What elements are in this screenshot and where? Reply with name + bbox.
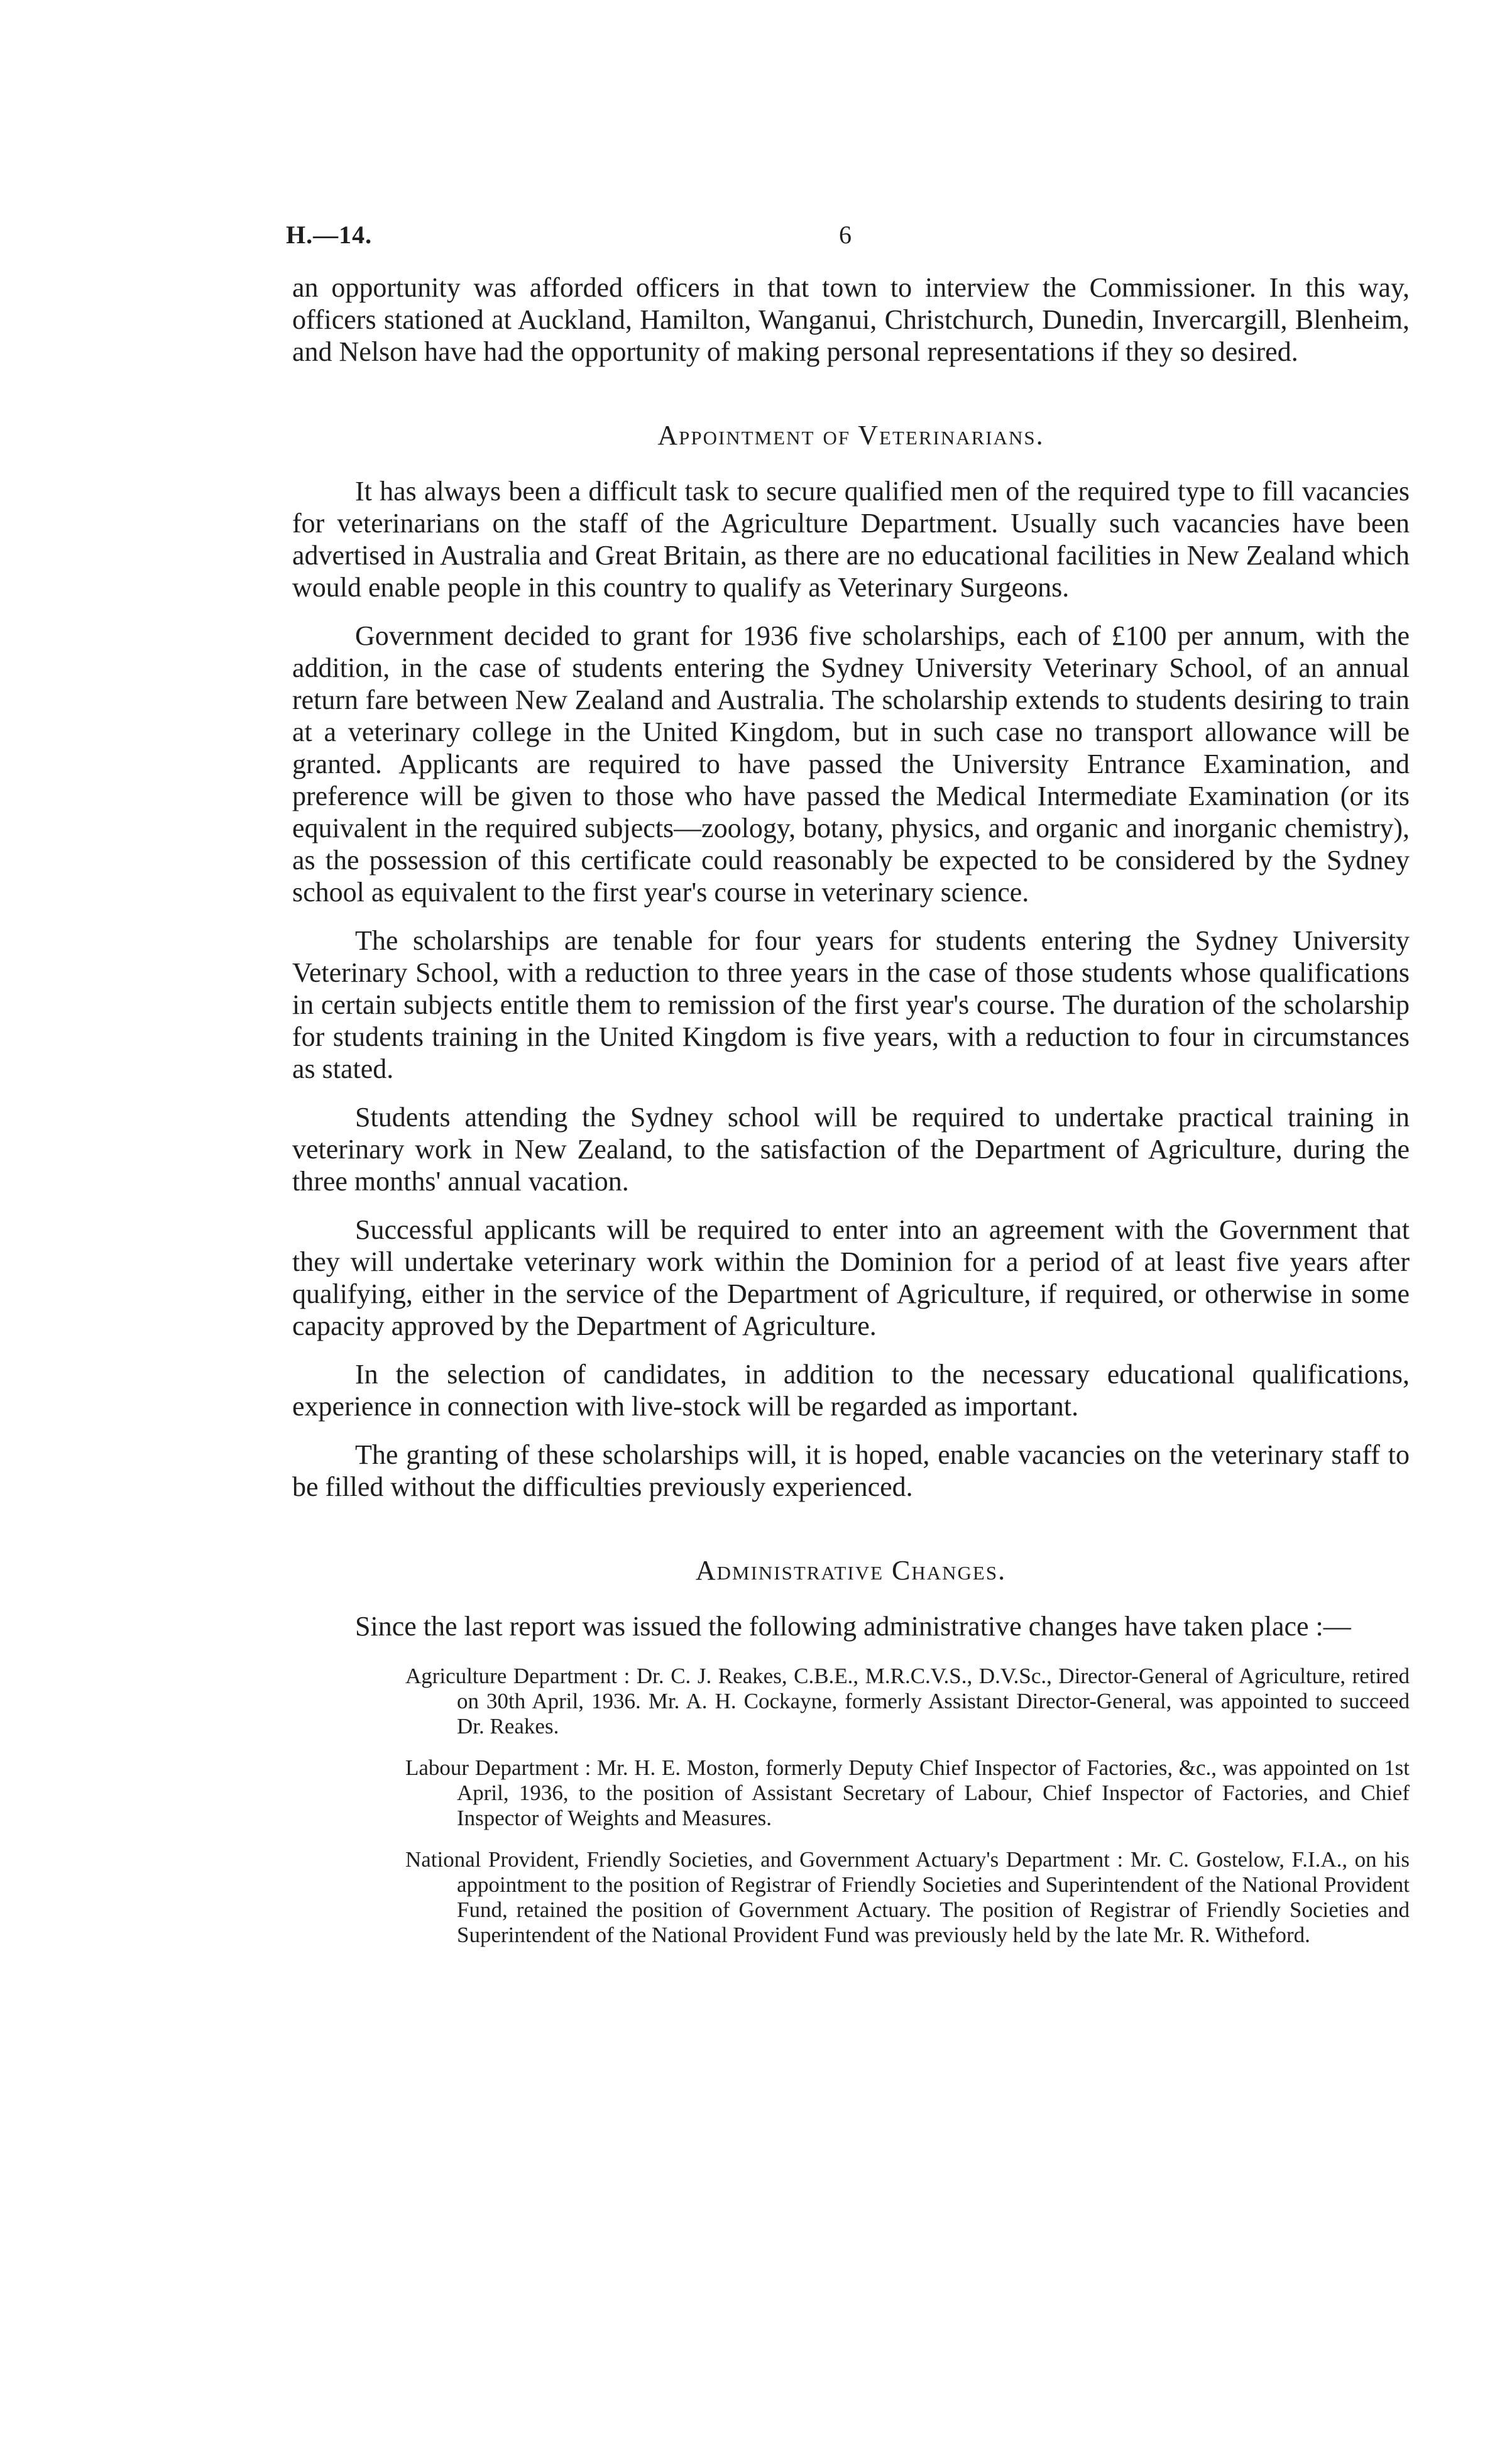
paragraph: The granting of these scholarships will, it is hoped, enable vacancies on the veterinary staff to be filled without the difficulties previously experienced.: [292, 1439, 1410, 1502]
section-heading-administrative-changes: Administrative Changes.: [695, 1555, 1007, 1586]
section-heading-veterinarians: Appointment of Veterinarians.: [657, 420, 1044, 451]
page-header: [286, 220, 1411, 258]
paragraph: Students attending the Sydney school will be required to undertake practical training in veterinary work in New Zealand, to the satisfaction of the Department of Agriculture, during the three months' annual vacation.: [292, 1102, 1410, 1197]
page-number: 6: [839, 221, 852, 249]
change-item-agriculture: Agriculture Department : Dr. C. J. Reakes, C.B.E., M.R.C.V.S., D.V.Sc., Director-General of Agriculture, retired on 30th April, 1936. Mr. A. H. Cockayne, formerly Assistant Director-General, was appointed to succeed Dr. Reakes.: [405, 1664, 1410, 1738]
administrative-intro-paragraph: Since the last report was issued the following administrative changes have taken place :—: [355, 1611, 1351, 1642]
change-item-national-provident: National Provident, Friendly Societies, and Government Actuary's Department : Mr. C. Gostelow, F.I.A., on his appointment to the position of Registrar of Friendly Societies and Superintendent of the National Provident Fund, retained the position of Government Actuary. The position of Registrar of Friendly Societies and Superintendent of the National Provident Fund was previously held by the late Mr. R. Witheford.: [405, 1847, 1410, 1947]
intro-continuation-paragraph: an opportunity was afforded officers in that town to interview the Commissioner. In this way, officers stationed at Auckland, Hamilton, Wanganui, Christchurch, Dunedin, Invercargill, Blenheim, and Nelson have had the opportunity of making personal representations if they so desired.: [292, 272, 1410, 367]
paragraph: In the selection of candidates, in addition to the necessary educational qualifications, experience in connection with live-stock will be regarded as important.: [292, 1359, 1410, 1422]
document-body: [292, 272, 1410, 1964]
paragraph: Government decided to grant for 1936 five scholarships, each of £100 per annum, with the addition, in the case of students entering the Sydney University Veterinary School, of an annual return fare between New Zealand and Australia. The scholarship extends to students desiring to train at a veterinary college in the United Kingdom, but in such case no transport allowance will be granted. Applicants are required to have passed the University Entrance Examination, and preference will be given to those who have passed the Medical Intermediate Examination (or its equivalent in the required subjects—zoology, botany, physics, and organic and inorganic chemistry), as the possession of this certificate could reasonably be expected to be considered by the Sydney school as equivalent to the first year's course in veterinary science.: [292, 620, 1410, 908]
document-reference: H.—14.: [286, 221, 373, 249]
paragraph: Successful applicants will be required to enter into an agreement with the Government that they will undertake veterinary work within the Dominion for a period of at least five years after qualifying, either in the service of the Department of Agriculture, if required, or otherwise in some capacity approved by the Department of Agriculture.: [292, 1214, 1410, 1341]
change-item-labour: Labour Department : Mr. H. E. Moston, formerly Deputy Chief Inspector of Factories, &c., was appointed on 1st April, 1936, to the position of Assistant Secretary of Labour, Chief Inspector of Factories, and Chief Inspector of Weights and Measures.: [405, 1755, 1410, 1830]
paragraph: The scholarships are tenable for four years for students entering the Sydney University Veterinary School, with a reduction to three years in the case of those students whose qualifications in certain subjects entitle them to remission of the first year's course. The duration of the scholarship for students training in the United Kingdom is five years, with a reduction to four in circumstances as stated.: [292, 925, 1410, 1084]
paragraph: It has always been a difficult task to secure qualified men of the required type to fill vacancies for veterinarians on the staff of the Agriculture Department. Usually such vacancies have been advertised in Australia and Great Britain, as there are no educational facilities in New Zealand which would enable people in this country to qualify as Veterinary Surgeons.: [292, 476, 1410, 603]
administrative-changes-list: [292, 1664, 1410, 1948]
